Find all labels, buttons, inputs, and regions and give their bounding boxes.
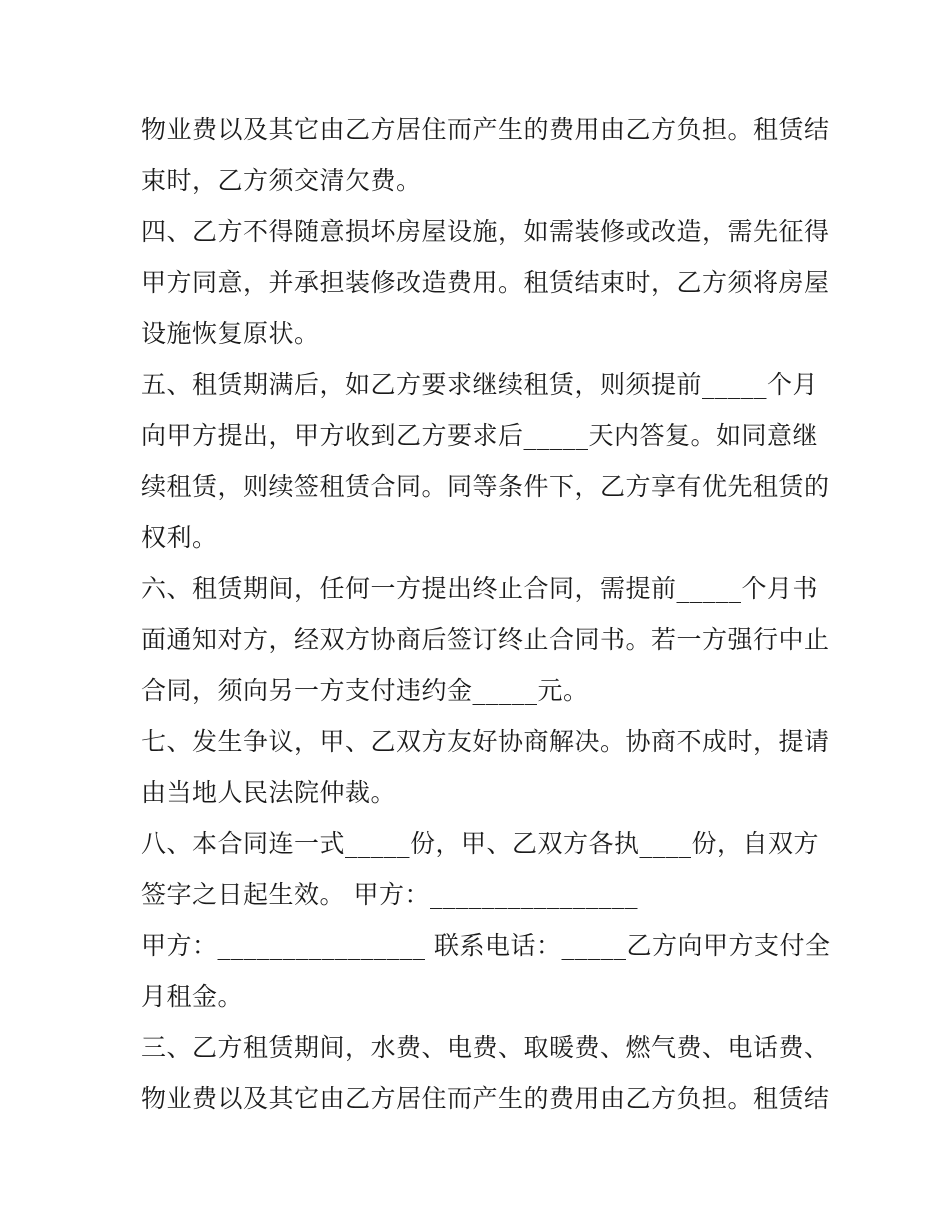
text-line: 七、发生争议，甲、乙双方友好协商解决。协商不成时，提请 [141, 727, 830, 756]
text-line: 合同，须向另一方支付违约金_____元。 [141, 676, 589, 705]
text-line: 物业费以及其它由乙方居住而产生的费用由乙方负担。租赁结 [141, 115, 830, 144]
text-line: 权利。 [141, 523, 218, 552]
text-line: 甲方同意，并承担装修改造费用。租赁结束时，乙方须将房屋 [141, 268, 830, 297]
text-line: 续租赁，则续签租赁合同。同等条件下，乙方享有优先租赁的 [141, 472, 830, 501]
text-line: 向甲方提出，甲方收到乙方要求后_____天内答复。如同意继 [141, 421, 819, 450]
text-line: 八、本合同连一式_____份，甲、乙双方各执____份，自双方 [141, 829, 820, 858]
text-line: 四、乙方不得随意损坏房屋设施，如需装修或改造，需先征得 [141, 217, 830, 246]
text-line: 束时，乙方须交清欠费。 [141, 166, 422, 195]
text-line: 月租金。 [141, 982, 244, 1011]
text-line: 三、乙方租赁期间，水费、电费、取暖费、燃气费、电话费、 [141, 1033, 830, 1062]
text-line: 由当地人民法院仲裁。 [141, 778, 397, 807]
text-line: 设施恢复原状。 [141, 319, 320, 348]
text-line: 物业费以及其它由乙方居住而产生的费用由乙方负担。租赁结 [141, 1084, 830, 1113]
text-line: 六、租赁期间，任何一方提出终止合同，需提前_____个月书 [141, 574, 819, 603]
text-line: 签字之日起生效。 甲方：________________ [141, 880, 638, 909]
text-line: 面通知对方，经双方协商后签订终止合同书。若一方强行中止 [141, 625, 830, 654]
contract-text [141, 104, 831, 1124]
text-line: 五、租赁期满后，如乙方要求继续租赁，则须提前_____个月 [141, 370, 819, 399]
text-line: 甲方：________________ 联系电话：_____乙方向甲方支付全 [141, 931, 831, 960]
